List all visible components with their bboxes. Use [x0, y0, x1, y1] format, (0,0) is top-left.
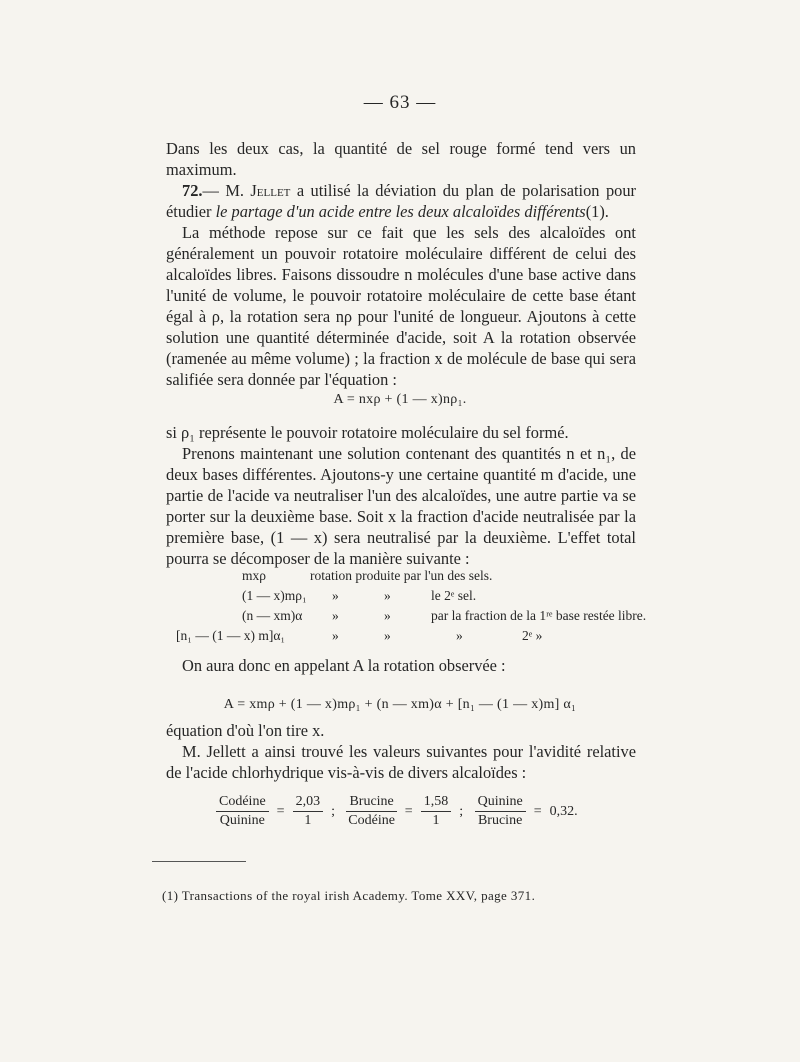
author-name: — M. Jellet	[202, 181, 291, 200]
footnote-divider	[152, 861, 246, 862]
footnote: (1) Transactions of the royal irish Academy. Tome XXV, page 371.	[162, 888, 536, 903]
section-number: 72.	[182, 181, 203, 200]
fraction-value-2: $\frac{1,58}{1}$	[421, 794, 452, 829]
paragraph-intro: Dans les deux cas, la quantité de sel rouge formé tend vers un maximum.	[166, 139, 636, 179]
paragraph-rho: si ρ₁ représente le pouvoir rotatoire moléculaire du sel formé.	[166, 423, 569, 442]
paragraph-results: M. Jellett a ainsi trouvé les valeurs suivantes pour l'avidité relative de l'acide chlorhydrique vis-à-vis de divers alcaloïdes :	[166, 742, 636, 782]
paragraph-text: a utilisé la déviation du plan de polarisation pour étudier	[166, 181, 636, 221]
equation-1: A = nxρ + (1 — x)nρ₁.	[333, 392, 467, 407]
paragraph-solve: équation d'où l'on tire x.	[166, 721, 325, 740]
equation-2: A = xmρ + (1 — x)mρ₁ + (n — xm)α + [n₁ — (1 — x)m] α₁	[223, 697, 577, 712]
decomposition-row: (n — xm)α » » par la fraction de la 1ʳᵉ base restée libre.	[242, 608, 647, 623]
fraction-value-1: $\frac{2,03}{1}$	[293, 794, 324, 829]
footnote-ref: (1).	[585, 202, 609, 221]
decomposition-row: mxρ rotation produite par l'un des sels.	[242, 568, 493, 583]
ratio-value-3: 0,32.	[549, 803, 578, 819]
paragraph-observed: On aura donc en appelant A la rotation observée :	[182, 656, 506, 675]
italic-title: le partage d'un acide entre les deux alcaloïdes différents	[215, 202, 586, 221]
decomposition-table	[176, 566, 646, 646]
paragraph-jellet	[166, 180, 636, 222]
decomposition-row: (1 — x)mρ₁ » » le 2ᵉ sel.	[242, 588, 477, 603]
decomposition-row: [n₁ — (1 — x) m]α₁ » » » 2ᵉ »	[176, 628, 543, 643]
avidity-ratios: $\frac{\text{Codéine}}{\text{Quinine}}$ = $\frac{2,03}{1}$ ; $\frac{\text{Brucine}}{\text{Codéine}}$ = $\frac{1,58}{1}$ ; $\frac{\text{Quinine}}{\text{Brucine}}$ = 0,32.	[212, 794, 582, 829]
fraction-brucine-codeine: $\frac{\text{Brucine}}{\text{Codéine}}$	[348, 794, 395, 828]
paragraph-two-bases: Prenons maintenant une solution contenant des quantités n et n₁, de deux bases différentes. Ajoutons-y une certaine quantité m d'acide, une partie de l'acide va neutraliser l'un des alcaloïdes, une autre partie va se porter sur la deuxième base. Soit x la fraction d'acide neutralisée par la première base, (1 — x) sera neutralisé par la deuxième. L'effet total pourra se décomposer de la manière suivante :	[166, 444, 636, 568]
fraction-quinine-brucine: $\frac{\text{Quinine}}{\text{Brucine}}$	[475, 794, 526, 829]
paragraph-method: La méthode repose sur ce fait que les sels des alcaloïdes ont généralement un pouvoir rotatoire moléculaire différent de celui des alcaloïdes libres. Faisons dissoudre n molécules d'une base active dans l'unité de volume, le pouvoir rotatoire moléculaire de cette base étant égal à ρ, la rotation sera nρ pour l'unité de longueur. Ajoutons à cette solution une quantité déterminée d'acide, soit A la rotation observée (ramenée au même volume) ; la fraction x de molécule de base qui sera salifiée sera donnée par l'équation :	[166, 223, 636, 389]
fraction-codeine-quinine: $\frac{\text{Codéine}}{\text{Quinine}}$	[216, 794, 269, 829]
page-number: — 63 —	[363, 92, 437, 113]
